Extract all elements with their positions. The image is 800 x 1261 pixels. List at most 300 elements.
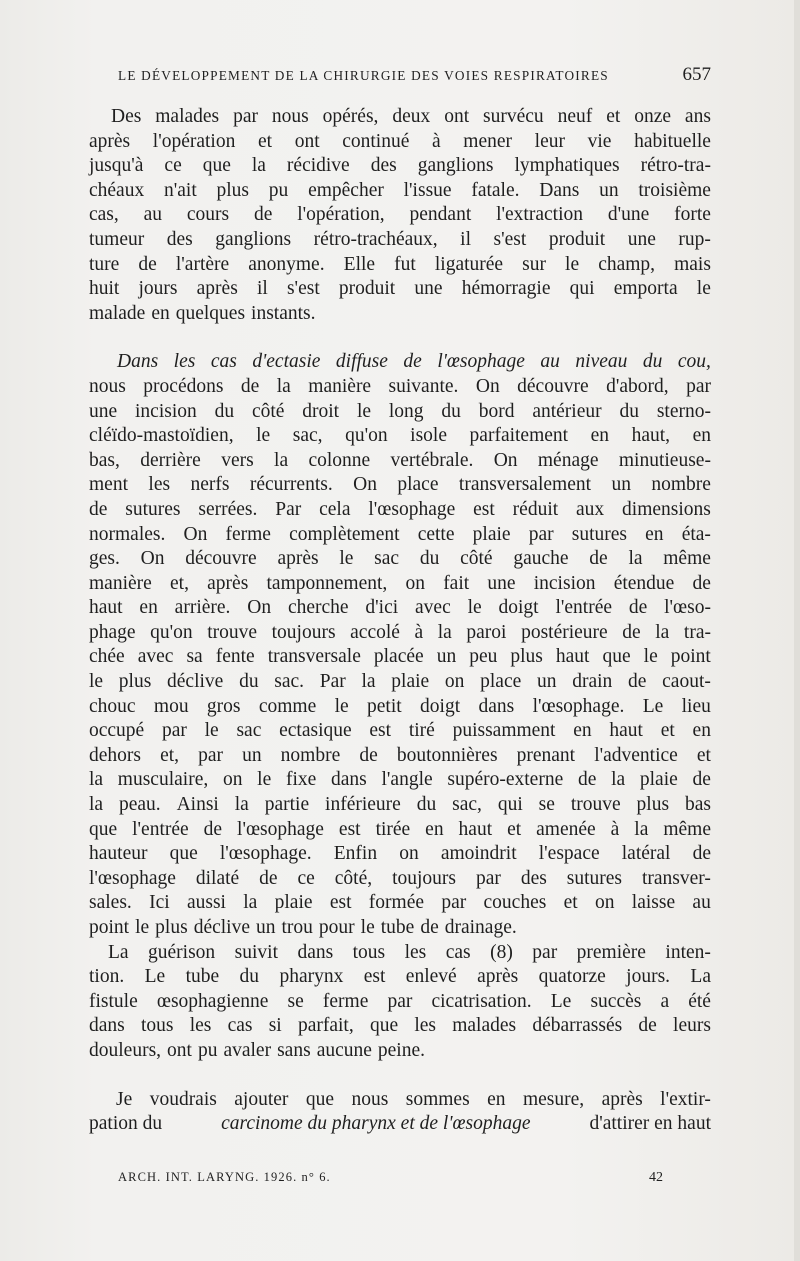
word: et xyxy=(660,720,675,742)
word: mesure, xyxy=(522,1088,585,1110)
word: produit xyxy=(338,278,396,300)
word: long xyxy=(388,400,424,422)
word: fatale. xyxy=(471,179,520,201)
word: cas xyxy=(227,1015,253,1037)
word: laisse xyxy=(631,892,676,914)
word: emporta xyxy=(613,278,678,300)
text-line xyxy=(89,842,711,867)
word: La xyxy=(108,941,129,963)
text-line xyxy=(89,670,711,695)
word: neuf xyxy=(557,106,593,127)
word: leur xyxy=(534,130,565,152)
word: sac xyxy=(236,720,262,742)
word: peu xyxy=(469,646,498,668)
text-line xyxy=(89,130,711,155)
word: un xyxy=(436,646,457,668)
word: Par xyxy=(319,671,346,693)
word: gros xyxy=(206,695,241,717)
word: dehors xyxy=(89,744,141,766)
word: ectasique xyxy=(279,720,352,742)
word: tube xyxy=(185,966,220,988)
text-line xyxy=(89,916,711,941)
word: vertébrale. xyxy=(390,449,474,471)
paragraph-gap xyxy=(89,1064,711,1088)
word: manière xyxy=(308,375,372,397)
word: l'extir- xyxy=(660,1088,711,1110)
word: qui xyxy=(497,794,523,816)
word: de xyxy=(622,621,641,643)
word: la xyxy=(634,818,649,840)
word: après xyxy=(601,1088,643,1110)
word: tra- xyxy=(683,621,711,643)
word: au xyxy=(692,892,711,914)
word: jours. xyxy=(626,966,671,988)
word: transversalement xyxy=(458,474,592,496)
word: été xyxy=(688,990,711,1012)
word: plaie xyxy=(391,671,430,693)
word: côté xyxy=(460,548,493,570)
word: prenant xyxy=(516,744,576,766)
word: suivit xyxy=(234,941,278,963)
word: de xyxy=(259,867,278,889)
word: guérison xyxy=(148,941,216,963)
word: s'est xyxy=(286,278,320,300)
text-line xyxy=(89,719,711,744)
word: Par xyxy=(275,498,302,520)
running-header xyxy=(118,64,711,94)
word: en xyxy=(590,425,610,447)
word: il xyxy=(460,228,472,250)
word: la xyxy=(628,548,643,570)
word: n'ait xyxy=(163,179,197,201)
word: est xyxy=(363,966,386,988)
word: l'adventice xyxy=(594,744,678,766)
word: la xyxy=(611,769,626,791)
word: drain xyxy=(572,671,613,693)
word: a xyxy=(660,990,670,1012)
word: avec xyxy=(137,646,174,668)
word: ont xyxy=(294,130,320,152)
word: opérés, xyxy=(322,106,379,127)
word: sa xyxy=(186,646,203,668)
word: produit xyxy=(548,228,606,250)
text-line xyxy=(89,1014,711,1039)
word: partie xyxy=(264,794,310,816)
word: de xyxy=(403,351,422,373)
word: malades xyxy=(155,106,220,127)
word: ont xyxy=(167,1039,192,1061)
word: phage xyxy=(89,621,136,643)
word: d'ectasie xyxy=(252,351,321,373)
word: nous xyxy=(351,1088,389,1110)
text-line-mixed xyxy=(89,1112,711,1137)
page-number: 657 xyxy=(682,64,711,85)
text-line xyxy=(89,179,711,204)
word: des xyxy=(520,867,547,889)
word: découvre xyxy=(185,548,257,570)
word: trou xyxy=(281,917,313,938)
word: Dans xyxy=(117,351,159,373)
word: à xyxy=(414,621,424,643)
word: nombre xyxy=(651,474,711,496)
word: anonyme. xyxy=(248,253,325,275)
word: on xyxy=(405,572,425,594)
word: onze xyxy=(634,106,671,127)
word: tion. xyxy=(89,966,125,988)
word: troisième xyxy=(638,179,711,201)
word: champ, xyxy=(598,253,656,275)
text-line xyxy=(89,695,711,720)
word: haut xyxy=(555,646,590,668)
word: jours xyxy=(138,278,178,300)
word: l'entrée xyxy=(132,818,189,840)
word: puissamment xyxy=(452,720,556,742)
text-line xyxy=(89,793,711,818)
running-title: LE DÉVELOPPEMENT DE LA CHIRURGIE DES VOIES RESPIRATOIRES xyxy=(118,68,609,83)
word: La xyxy=(690,966,711,988)
word: gauche xyxy=(513,548,569,570)
word: colonne xyxy=(308,449,371,471)
word: cours xyxy=(186,204,230,226)
word: Ainsi xyxy=(176,794,219,816)
word: huit xyxy=(89,278,120,300)
word: cas xyxy=(210,351,237,373)
word: de xyxy=(89,498,108,520)
word: Ici xyxy=(149,892,170,914)
text-line xyxy=(89,203,711,228)
word: minutieuse- xyxy=(618,449,711,471)
word: On xyxy=(493,449,518,471)
word: enlevé xyxy=(405,966,457,988)
word: un xyxy=(256,917,276,938)
paragraph-gap xyxy=(89,326,711,350)
word: mais xyxy=(674,253,711,275)
word: du xyxy=(642,351,663,373)
paragraph-4 xyxy=(89,1088,711,1137)
page-edge-shadow xyxy=(794,0,800,1261)
word: la xyxy=(243,892,258,914)
word: chouc xyxy=(89,695,136,717)
text-line xyxy=(89,253,711,278)
word: l'entrée xyxy=(555,597,613,619)
word: d'abord, xyxy=(606,375,669,397)
word: tirée xyxy=(375,818,411,840)
word: de xyxy=(589,548,608,570)
word: inten- xyxy=(665,941,711,963)
word: de xyxy=(359,744,378,766)
word: et xyxy=(563,892,578,914)
word: que xyxy=(169,843,198,865)
word: sans xyxy=(277,1039,311,1061)
word: amoindrit xyxy=(440,843,517,865)
word: découvre xyxy=(517,375,589,397)
word: ganglions xyxy=(215,228,292,250)
word: point xyxy=(670,646,711,668)
word: l'œsophage. xyxy=(219,843,312,865)
word: après xyxy=(477,966,519,988)
word: rétro-tra- xyxy=(640,155,711,177)
word: par xyxy=(532,941,558,963)
word: sutures xyxy=(566,867,623,889)
word: de xyxy=(638,1015,657,1037)
word: de xyxy=(420,917,439,938)
word: que xyxy=(369,1015,399,1037)
word: parfaitement xyxy=(469,425,569,447)
word: habituelle xyxy=(634,130,711,152)
word: l'artère xyxy=(175,253,230,275)
word: sur xyxy=(522,253,546,275)
word: empêcher xyxy=(308,179,384,201)
word: antérieur xyxy=(532,400,602,422)
word: paroi xyxy=(466,621,507,643)
word: un xyxy=(537,671,557,693)
word: drainage. xyxy=(444,917,517,938)
word: la xyxy=(234,794,249,816)
word: la xyxy=(361,671,376,693)
word: pharynx xyxy=(279,966,344,988)
word: sac, xyxy=(292,425,323,447)
word: une xyxy=(89,400,118,422)
word: débarrassés xyxy=(532,1015,623,1037)
word: les xyxy=(414,1015,436,1037)
word: un xyxy=(599,179,619,201)
word: des xyxy=(166,228,193,250)
word: pour xyxy=(318,917,355,938)
signature-number: 42 xyxy=(649,1170,663,1185)
word: le xyxy=(135,917,150,938)
word: aussi xyxy=(186,892,226,914)
word: On xyxy=(247,597,272,619)
word: tamponnement, xyxy=(266,572,388,594)
word: du xyxy=(441,400,461,422)
word: petit xyxy=(367,695,402,717)
word: haut, xyxy=(631,425,671,447)
word: l'opération xyxy=(152,130,236,152)
word: isole xyxy=(410,425,447,447)
word: de xyxy=(577,769,597,791)
line-end-text: d'attirer en haut xyxy=(589,1113,711,1135)
word: par xyxy=(686,375,711,397)
word: en xyxy=(573,720,592,742)
word: place xyxy=(480,671,522,693)
word: qu'on xyxy=(150,621,193,643)
word: de xyxy=(138,253,157,275)
line-start-text: pation du xyxy=(89,1113,163,1135)
word: malades xyxy=(452,1015,517,1037)
word: fixe xyxy=(285,769,317,791)
word: malade xyxy=(89,302,146,324)
word: parfait, xyxy=(297,1015,354,1037)
word: hauteur xyxy=(89,843,148,865)
word: qu'on xyxy=(345,425,388,447)
word: (8) xyxy=(490,941,513,963)
word: réduit xyxy=(512,498,559,520)
word: côté, xyxy=(334,867,373,889)
word: normales. xyxy=(89,523,166,545)
text-line xyxy=(89,228,711,253)
word: sac. xyxy=(274,671,305,693)
word: de xyxy=(692,769,711,791)
word: plus xyxy=(636,794,670,816)
word: en xyxy=(692,720,711,742)
word: deux xyxy=(392,106,431,127)
word: leurs xyxy=(673,1015,711,1037)
word: voudrais xyxy=(149,1088,217,1110)
word: Le xyxy=(642,695,664,717)
word: peine. xyxy=(377,1039,426,1061)
word: bord xyxy=(478,400,515,422)
word: on xyxy=(444,671,465,693)
text-line xyxy=(89,1088,711,1113)
word: nous xyxy=(89,375,126,397)
text-line xyxy=(89,572,711,597)
word: point xyxy=(89,917,130,938)
text-line xyxy=(89,473,711,498)
word: après xyxy=(277,548,319,570)
text-line xyxy=(89,277,711,302)
word: étendue xyxy=(613,572,675,594)
word: sutures xyxy=(571,523,627,545)
word: dimensions xyxy=(622,498,711,520)
word: sommes xyxy=(405,1088,470,1110)
word: l'œsophage xyxy=(437,351,525,373)
word: l'œsophage. xyxy=(532,695,625,717)
word: complètement xyxy=(289,523,400,545)
word: postérieure xyxy=(521,621,608,643)
word: le xyxy=(356,400,372,422)
word: fente xyxy=(215,646,255,668)
word: ligaturée xyxy=(434,253,504,275)
word: rétro-trachéaux, xyxy=(313,228,438,250)
word: les xyxy=(189,1015,212,1037)
word: cette xyxy=(417,523,455,545)
word: est xyxy=(338,818,361,840)
text-line xyxy=(89,645,711,670)
word: Enfin xyxy=(333,843,378,865)
text-line xyxy=(89,867,711,892)
word: placée xyxy=(373,646,424,668)
word: cicatrisation. xyxy=(431,990,532,1012)
word: toujours xyxy=(271,621,336,643)
word: formée xyxy=(368,892,425,914)
word: le xyxy=(257,769,272,791)
word: cou, xyxy=(677,351,711,373)
word: continué xyxy=(342,130,410,152)
word: la xyxy=(251,155,266,177)
text-line xyxy=(89,596,711,621)
word: suivante. xyxy=(388,375,459,397)
word: Je xyxy=(116,1088,133,1110)
word: ménage xyxy=(537,449,599,471)
word: de xyxy=(203,818,223,840)
word: sutures xyxy=(125,498,181,520)
word: ture xyxy=(89,253,120,275)
word: jusqu'à xyxy=(89,155,144,177)
word: chéaux xyxy=(89,179,145,201)
word: on xyxy=(222,769,243,791)
word: sterno- xyxy=(656,400,711,422)
word: avaler xyxy=(223,1039,272,1061)
word: arrière. xyxy=(174,597,231,619)
word: ont xyxy=(444,106,470,127)
word: par xyxy=(475,867,501,889)
word: de xyxy=(628,671,647,693)
word: Elle xyxy=(343,253,376,275)
word: comme xyxy=(258,695,317,717)
word: instants. xyxy=(251,302,316,324)
word: trouve xyxy=(207,621,258,643)
word: l'espace xyxy=(538,843,600,865)
word: au xyxy=(143,204,163,226)
word: place xyxy=(397,474,439,496)
word: en xyxy=(425,818,444,840)
word: plus xyxy=(216,179,250,201)
text-line xyxy=(89,154,711,179)
word: du xyxy=(416,794,437,816)
word: la xyxy=(89,794,104,816)
word: pendant xyxy=(409,204,472,226)
word: la xyxy=(655,621,670,643)
word: diffuse xyxy=(335,351,388,373)
word: aux xyxy=(576,498,605,520)
word: dans xyxy=(478,695,515,717)
word: éta- xyxy=(681,523,711,545)
text-line xyxy=(89,547,711,572)
word: cas xyxy=(445,941,471,963)
word: récidive xyxy=(286,155,350,177)
word: de xyxy=(253,204,273,226)
word: cherche xyxy=(287,597,349,619)
text-line xyxy=(89,891,711,916)
word: et xyxy=(606,106,621,127)
word: tumeur xyxy=(89,228,145,250)
text-line xyxy=(89,744,711,769)
word: forte xyxy=(674,204,711,226)
word: à xyxy=(610,818,620,840)
word: plaie xyxy=(639,769,678,791)
word: du xyxy=(214,400,235,422)
word: transver- xyxy=(641,867,711,889)
word: de xyxy=(628,597,648,619)
word: tous xyxy=(352,941,386,963)
word: doigt xyxy=(420,695,461,717)
word: le xyxy=(467,597,482,619)
word: par xyxy=(387,990,413,1012)
word: cléïdo-mastoïdien, xyxy=(89,425,234,447)
paragraph-3 xyxy=(89,941,711,1064)
word: les xyxy=(173,351,196,373)
word: haut xyxy=(89,597,123,619)
word: l'œsophage xyxy=(368,498,456,520)
word: Le xyxy=(550,990,572,1012)
word: un xyxy=(242,744,262,766)
word: après xyxy=(207,572,249,594)
word: par xyxy=(198,744,224,766)
word: d'ici xyxy=(365,597,399,619)
word: de xyxy=(240,375,260,397)
word: et xyxy=(696,744,711,766)
word: se xyxy=(287,990,304,1012)
word: plaie xyxy=(274,892,313,914)
word: dans xyxy=(331,769,367,791)
word: et xyxy=(257,130,273,152)
word: avec xyxy=(415,597,451,619)
word: un xyxy=(611,474,631,496)
word: par xyxy=(441,892,467,914)
word: une xyxy=(487,572,516,594)
text-line xyxy=(89,400,711,425)
word: plus xyxy=(118,671,152,693)
